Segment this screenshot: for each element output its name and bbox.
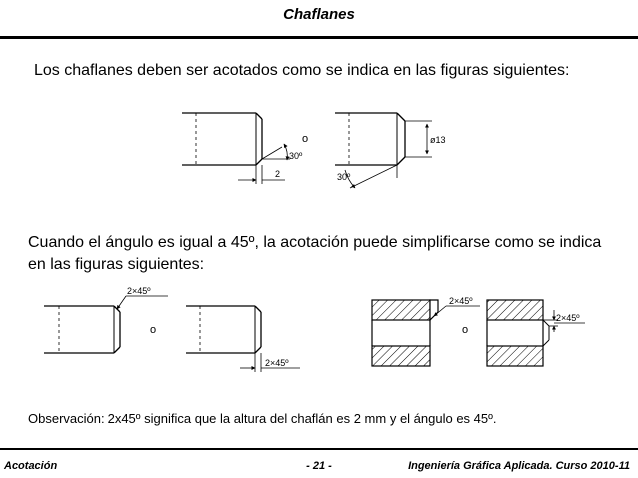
callout-2x45-section1: 2×45º: [449, 296, 473, 306]
footer-page-number: - 21 -: [306, 460, 332, 472]
diameter-label-13: ø13: [430, 135, 446, 145]
length-label-2: 2: [275, 169, 281, 179]
callout-2x45-fig1: 2×45º: [127, 286, 151, 296]
chamfer-figure-angle-length: [182, 113, 290, 184]
callout-2x45-section2: 2×45º: [556, 313, 580, 323]
separator-o-top: o: [302, 133, 309, 145]
intro-paragraph: Los chaflanes deben ser acotados como se indica en las figuras siguientes:: [34, 62, 570, 79]
separator-o-bottom-2: o: [462, 324, 469, 336]
callout-2x45-fig2: 2×45º: [265, 358, 289, 368]
simplified-chamfer-section-2: [487, 300, 585, 366]
angle-label-30: 30º: [289, 151, 303, 161]
observation-text: 2x45º significa que la altura del chaflán es 2 mm y el ángulo es 45º.: [107, 411, 497, 426]
observation-label: Observación:: [28, 411, 105, 426]
angle-label-30-right: 30º: [337, 172, 351, 182]
footer-divider: [0, 448, 638, 450]
separator-o-bottom-1: o: [150, 324, 157, 336]
footer-section: Acotación: [4, 460, 58, 472]
footer-course: Ingeniería Gráfica Aplicada. Curso 2010-11: [408, 460, 630, 472]
simplification-paragraph: Cuando el ángulo es igual a 45º, la acotación puede simplificarse como se indica en las figuras siguientes:: [28, 234, 602, 273]
page-title: Chaflanes: [283, 6, 355, 23]
observation-note: [28, 411, 496, 426]
